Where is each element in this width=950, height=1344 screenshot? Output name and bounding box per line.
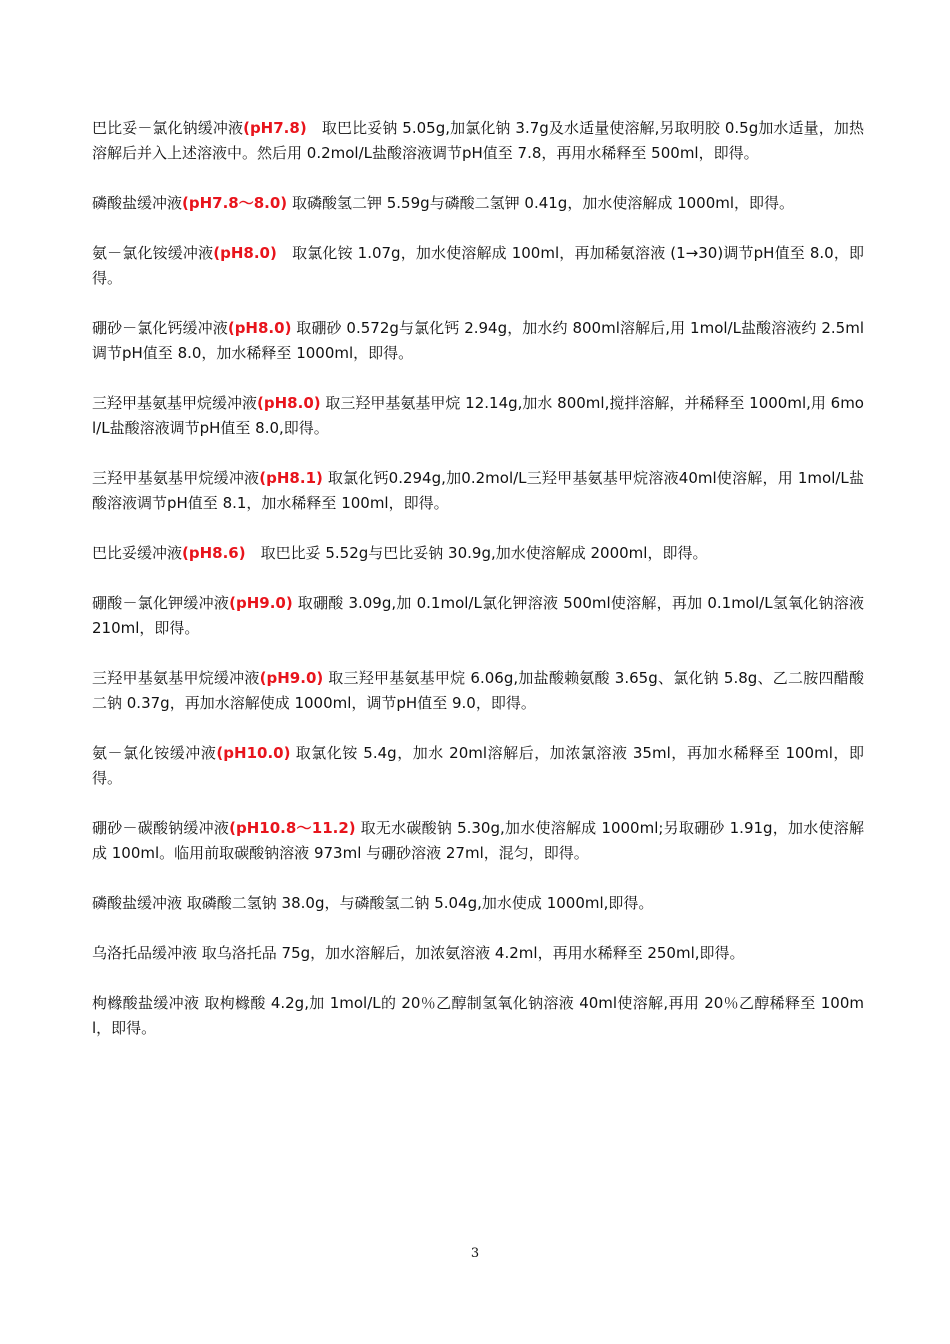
ph-label: (pH8.0) <box>213 244 277 262</box>
ph-label: (pH8.0) <box>257 394 321 412</box>
buffer-entry <box>92 116 864 166</box>
ph-label: (pH8.1) <box>259 469 323 487</box>
buffer-description: 取氯化钙0.294g,加0.2mol/L三羟甲基氨基甲烷溶液40ml使溶解，用 1mol/L盐酸溶液调节pH值至 8.1，加水稀释至 100ml，即得。 <box>92 469 864 512</box>
buffer-entry <box>92 541 864 566</box>
ph-label: (pH10.0) <box>216 744 291 762</box>
buffer-description: 取无水碳酸钠 5.30g,加水使溶解成 1000ml;另取硼砂 1.91g，加水使溶解成 100ml。临用前取碳酸钠溶液 973ml 与硼砂溶液 27ml，混匀，即得。 <box>92 819 864 862</box>
ph-label: (pH8.0) <box>227 319 292 337</box>
buffer-name: 三羟甲基氨基甲烷缓冲液 <box>92 669 260 687</box>
buffer-name: 三羟甲基氨基甲烷缓冲液 <box>92 469 260 487</box>
buffer-name: 磷酸盐缓冲液 <box>92 194 183 212</box>
buffer-description: 取硼砂 0.572g与氯化钙 2.94g，加水约 800ml溶解后,用 1mol/L盐酸溶液约 2.5ml调节pH值至 8.0，加水稀释至 1000ml，即得。 <box>92 319 864 362</box>
page-number: 3 <box>470 1246 480 1261</box>
buffer-name: 氨－氯化铵缓冲液 <box>92 244 214 262</box>
buffer-description: 取氯化铵 1.07g，加水使溶解成 100ml，再加稀氨溶液 (1→30)调节pH值至 8.0，即得。 <box>92 244 864 287</box>
buffer-name: 乌洛托品缓冲液 <box>92 944 198 962</box>
buffer-entry <box>92 891 864 916</box>
buffer-description: 取枸橼酸 4.2g,加 1mol/L的 20％乙醇制氢氧化钠溶液 40ml使溶解,再用 20％乙醇稀释至 100ml，即得。 <box>92 994 864 1037</box>
buffer-entry <box>92 191 864 216</box>
buffer-description: 取巴比妥钠 5.05g,加氯化钠 3.7g及水适量使溶解,另取明胶 0.5g加水适量，加热溶解后并入上述溶液中。然后用 0.2mol/L盐酸溶液调节pH值至 7.8，再用水稀释至 500ml，即得。 <box>92 119 864 162</box>
buffer-name: 三羟甲基氨基甲烷缓冲液 <box>92 394 258 412</box>
ph-label: (pH7.8～8.0) <box>182 194 288 212</box>
buffer-entry <box>92 466 864 516</box>
buffer-description: 取三羟甲基氨基甲烷 12.14g,加水 800ml,搅拌溶解，并稀释至 1000ml,用 6mol/L盐酸溶液调节pH值至 8.0,即得。 <box>92 394 864 437</box>
ph-label: (pH7.8) <box>243 119 307 137</box>
buffer-description: 取三羟甲基氨基甲烷 6.06g,加盐酸赖氨酸 3.65g、氯化钠 5.8g、乙二胺四醋酸二钠 0.37g，再加水溶解使成 1000ml，调节pH值至 9.0，即得。 <box>92 669 864 712</box>
buffer-description: 取硼酸 3.09g,加 0.1mol/L氯化钾溶液 500ml使溶解，再加 0.1mol/L氢氧化钠溶液 210ml，即得。 <box>92 594 864 637</box>
buffer-description: 取磷酸氢二钾 5.59g与磷酸二氢钾 0.41g，加水使溶解成 1000ml，即得。 <box>287 194 795 212</box>
buffer-name: 硼砂－氯化钙缓冲液 <box>92 319 228 337</box>
buffer-name: 磷酸盐缓冲液 <box>92 894 183 912</box>
ph-label: (pH9.0) <box>259 669 324 687</box>
buffer-description: 取磷酸二氢钠 38.0g，与磷酸氢二钠 5.04g,加水使成 1000ml,即得。 <box>182 894 654 912</box>
buffer-name: 枸橼酸盐缓冲液 <box>92 994 200 1012</box>
buffer-description: 取巴比妥 5.52g与巴比妥钠 30.9g,加水使溶解成 2000ml，即得。 <box>245 544 708 562</box>
buffer-entry <box>92 316 864 366</box>
ph-label: (pH8.6) <box>182 544 246 562</box>
buffer-entry <box>92 391 864 441</box>
buffer-entry <box>92 991 864 1041</box>
buffer-name: 硼酸－氯化钾缓冲液 <box>92 594 230 612</box>
buffer-entry <box>92 591 864 641</box>
buffer-name: 硼砂－碳酸钠缓冲液 <box>92 819 230 837</box>
buffer-entry <box>92 941 864 966</box>
buffer-entry <box>92 666 864 716</box>
document-body <box>92 116 864 1066</box>
buffer-entry <box>92 241 864 291</box>
buffer-entry <box>92 816 864 866</box>
buffer-name: 氨－氯化铵缓冲液 <box>92 744 217 762</box>
buffer-name: 巴比妥－氯化钠缓冲液 <box>92 119 244 137</box>
ph-label: (pH10.8～11.2) <box>229 819 356 837</box>
ph-label: (pH9.0) <box>229 594 293 612</box>
buffer-entry <box>92 741 864 791</box>
buffer-description: 取氯化铵 5.4g，加水 20ml溶解后，加浓氯溶液 35ml，再加水稀释至 100ml，即得。 <box>92 744 864 787</box>
buffer-name: 巴比妥缓冲液 <box>92 544 183 562</box>
buffer-description: 取乌洛托品 75g，加水溶解后，加浓氨溶液 4.2ml，再用水稀释至 250ml,即得。 <box>197 944 745 962</box>
